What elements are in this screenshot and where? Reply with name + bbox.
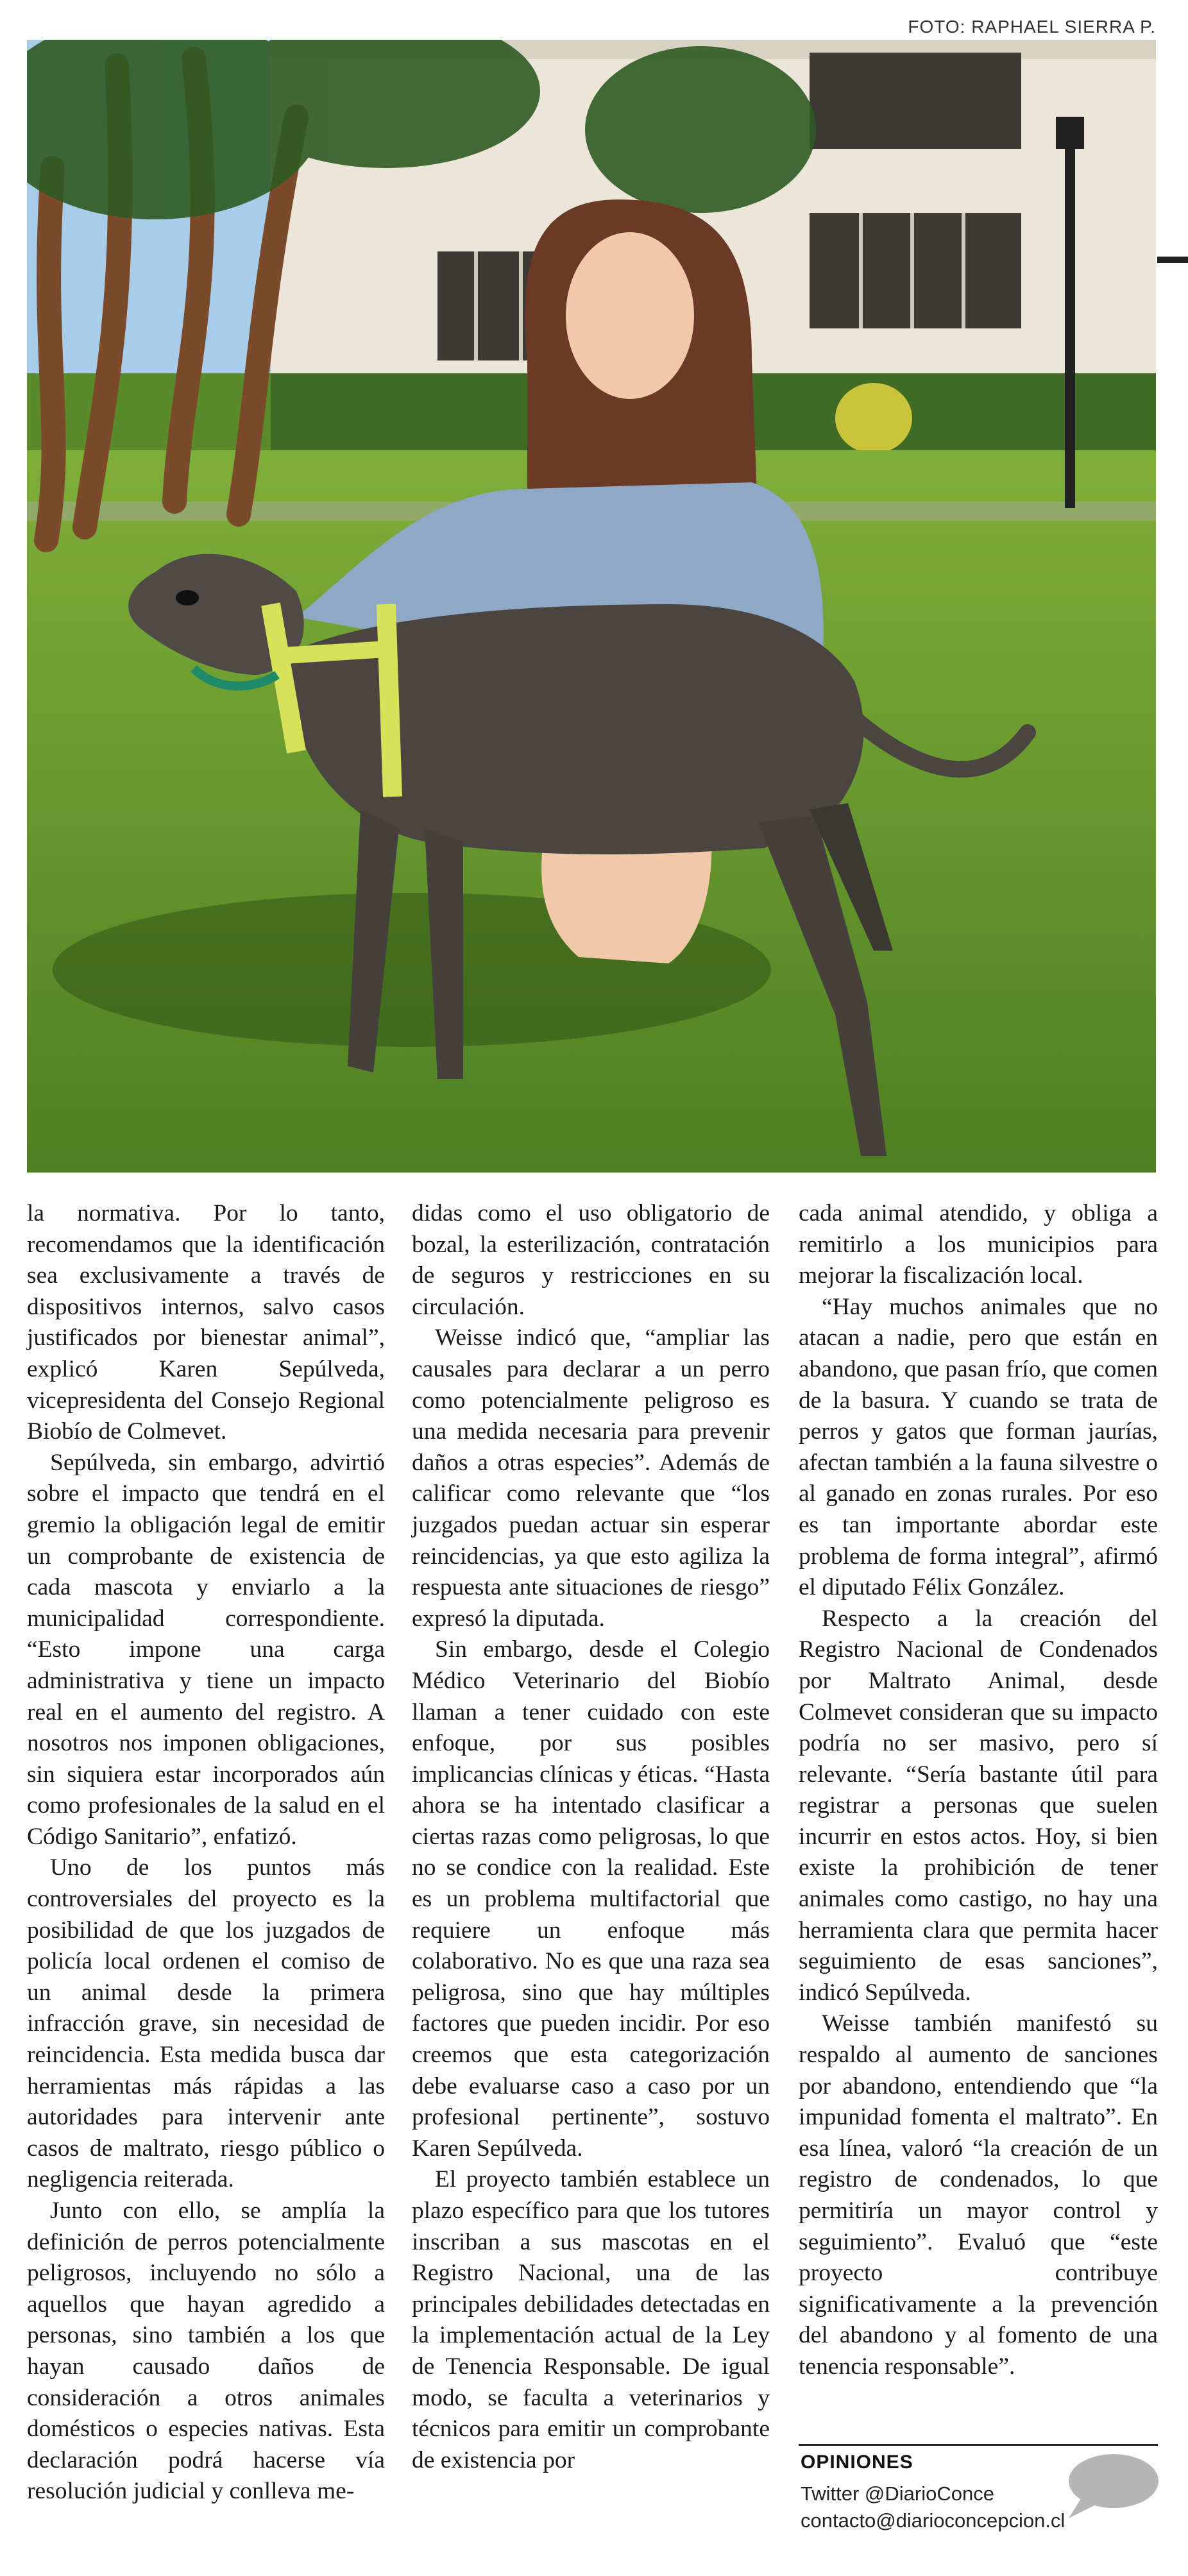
- opinions-title: OPINIONES: [801, 2452, 913, 2473]
- opinions-divider: [799, 2444, 1158, 2446]
- paragraph: Sepúlveda, sin embargo, advirtió sobre el impacto que tendrá en el gremio la obligación legal de emitir un comprobante de existencia de cada mascota y enviarlo a la municipalidad correspondiente. “Esto impone una carga administrativa y tiene un impacto real en el aumento del registro. A nosotros nos imponen obligaciones, sin siquiera estar incorporados aún como profesionales de la salud en el Código Sanitario”, enfatizó.: [27, 1449, 385, 1850]
- photo-credit: FOTO: RAPHAEL SIERRA P.: [908, 17, 1156, 37]
- paragraph: Uno de los puntos más controversiales del proyecto es la posibilidad de que los juzgados de policía local ordenen el comiso de un animal desde la primera infracción grave, sin necesidad de reincidencia. Esta medida busca dar herramientas más rápidas a las autoridades para intervenir ante casos de maltrato, riesgo público o negligencia reiterada.: [27, 1854, 385, 2193]
- page-edge-mark: [1157, 257, 1188, 263]
- opinions-email[interactable]: contacto@diarioconcepcion.cl: [801, 2509, 1065, 2532]
- paragraph: Junto con ello, se amplía la definición de perros potencialmente peligrosos, incluyendo no sólo a aquellos que hayan agredido a personas, sino también a los que hayan causado daños de consideración a otros animales domésticos o especies nativas. Esta declaración podrá hacerse vía resolución judicial y conlleva me-: [27, 2198, 385, 2505]
- opinions-twitter[interactable]: Twitter @DiarioConce: [801, 2482, 994, 2505]
- article-photo: [27, 40, 1156, 1173]
- article-column-3: [799, 1198, 1158, 2383]
- article-column-2: [412, 1198, 770, 2476]
- paragraph: la normativa. Por lo tanto, recomendamos que la identificación sea exclusivamente a través de dispositivos internos, salvo casos justificados por bienestar animal”, explicó Karen Sepúlveda, vicepresidenta del Consejo Regional Biobío de Colmevet.: [27, 1200, 385, 1445]
- paragraph: didas como el uso obligatorio de bozal, la esterilización, contratación de seguros y restricciones en su circulación.: [412, 1200, 770, 1320]
- paragraph: cada animal atendido, y obliga a remitirlo a los municipios para mejorar la fiscalización local.: [799, 1200, 1158, 1289]
- paragraph: Weisse indicó que, “ampliar las causales para declarar a un perro como potencialmente peligroso es una medida necesaria para prevenir daños a otras especies”. Además de calificar como relevante que “los juzgados puedan actuar sin esperar reincidencias, ya que esto agiliza la respuesta ante situaciones de riesgo” expresó la diputada.: [412, 1325, 770, 1632]
- paragraph: Sin embargo, desde el Colegio Médico Veterinario del Biobío llaman a tener cuidado con este enfoque, por sus posibles implicancias clínicas y éticas. “Hasta ahora se ha intentado clasificar a ciertas razas como peligrosas, lo que no se condice con la realidad. Este es un problema multifactorial que requiere un enfoque más colaborativo. No es que una raza sea peligrosa, sino que hay múltiples factores que pueden incidir. Por eso creemos que esta categorización debe evaluarse caso a caso por un profesional pertinente”, sostuvo Karen Sepúlveda.: [412, 1636, 770, 2162]
- paragraph: “Hay muchos animales que no atacan a nadie, pero que están en abandono, que pasan frío, que comen de la basura. Y cuando se trata de perros y gatos que forman jaurías, afectan también a la fauna silvestre o al ganado en zonas rurales. Por eso es tan importante abordar este problema de forma integral”, afirmó el diputado Félix González.: [799, 1293, 1158, 1601]
- paragraph: Respecto a la creación del Registro Nacional de Condenados por Maltrato Animal, desde Colmevet consideran que su impacto podría no ser masivo, pero sí relevante. “Sería bastante útil para registrar a personas que suelen incurrir en estos actos. Hoy, si bien existe la prohibición de tener animales como castigo, no hay una herramienta clara que permita hacer seguimiento de esas sanciones”, indicó Sepúlveda.: [799, 1605, 1158, 2006]
- photo-illustration: [27, 40, 1156, 1173]
- article-column-1: [27, 1198, 385, 2507]
- speech-bubble-icon: [1064, 2452, 1160, 2522]
- paragraph: El proyecto también establece un plazo específico para que los tutores inscriban a sus mascotas en el Registro Nacional, una de las principales debilidades detectadas en la implementación actual de la Ley de Tenencia Responsable. De igual modo, se faculta a veterinarios y técnicos para emitir un comprobante de existencia por: [412, 2166, 770, 2473]
- lamp-post: [1065, 136, 1075, 508]
- paragraph: Weisse también manifestó su respaldo al aumento de sanciones por abandono, entendiendo que “la impunidad fomenta el maltrato”. En esa línea, valoró “la creación de un registro de condenados, lo que permitiría un mayor control y seguimiento”. Evaluó que “este proyecto contribuye significativamente a la prevención del abandono y al fomento de una tenencia responsable”.: [799, 2010, 1158, 2380]
